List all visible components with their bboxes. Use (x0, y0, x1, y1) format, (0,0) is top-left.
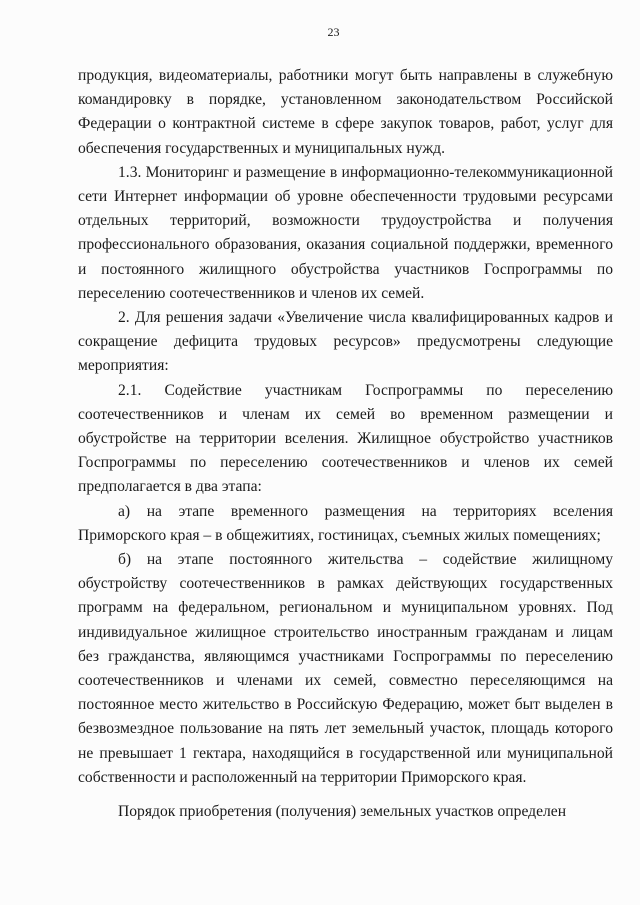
paragraph-stage-a: а) на этапе временного размещения на территориях вселения Приморского края – в общежитиях, гостиницах, съемных жилых помещениях; (78, 502, 613, 544)
paragraph-2-task: 2. Для решения задачи «Увеличение числа квалифицированных кадров и сокращение дефицита трудовых ресурсов» предусмотрены следующие мероприятия: (78, 309, 613, 375)
document-body (78, 64, 613, 824)
paragraph-1-3-monitoring: 1.3. Мониторинг и размещение в информационно-телекоммуникационной сети Интернет информации об уровне обеспеченности трудовыми ресурсами отдельных территорий, возможности трудоустройства и получения профессионального образования, оказания социальной поддержки, временного и постоянного жилищного обустройства участников Госпрограммы по переселению соотечественников и членов их семей. (78, 163, 613, 302)
paragraph-2-1-assistance: 2.1. Содействие участникам Госпрограммы по переселению соотечественников и членам их семей во временном размещении и обустройстве на территории вселения. Жилищное обустройство участников Госпрограммы по переселению соотечественников и членов их семей предполагается в два этапа: (78, 381, 613, 496)
page-number: 23 (327, 25, 340, 39)
paragraph-stage-b: б) на этапе постоянного жительства – содействие жилищному обустройству соотечественников в рамках действующих государственных программ на федеральном, региональном и муниципальном уровнях. Под индивидуальное жилищное строительство иностранным гражданам и лицам без гражданства, являющимся участниками Госпрограммы по переселению соотечественников и членами их семей, совместно переселяющимся на постоянное место жительство в Российскую Федерацию, может быт выделен в безвозмездное пользование на пять лет земельный участок, площадь которого не превышает 1 гектара, находящийся в государственной или муниципальной собственности и расположенный на территории Приморского края. (78, 551, 613, 786)
paragraph-land-procedure: Порядок приобретения (получения) земельных участков определен (118, 803, 567, 821)
paragraph-continuation: продукция, видеоматериалы, работники могут быть направлены в служебную командировку в порядке, установленном законодательством Российской Федерации о контрактной системе в сфере закупок товаров, работ, услуг для обеспечения государственных и муниципальных нужд. (78, 67, 613, 157)
